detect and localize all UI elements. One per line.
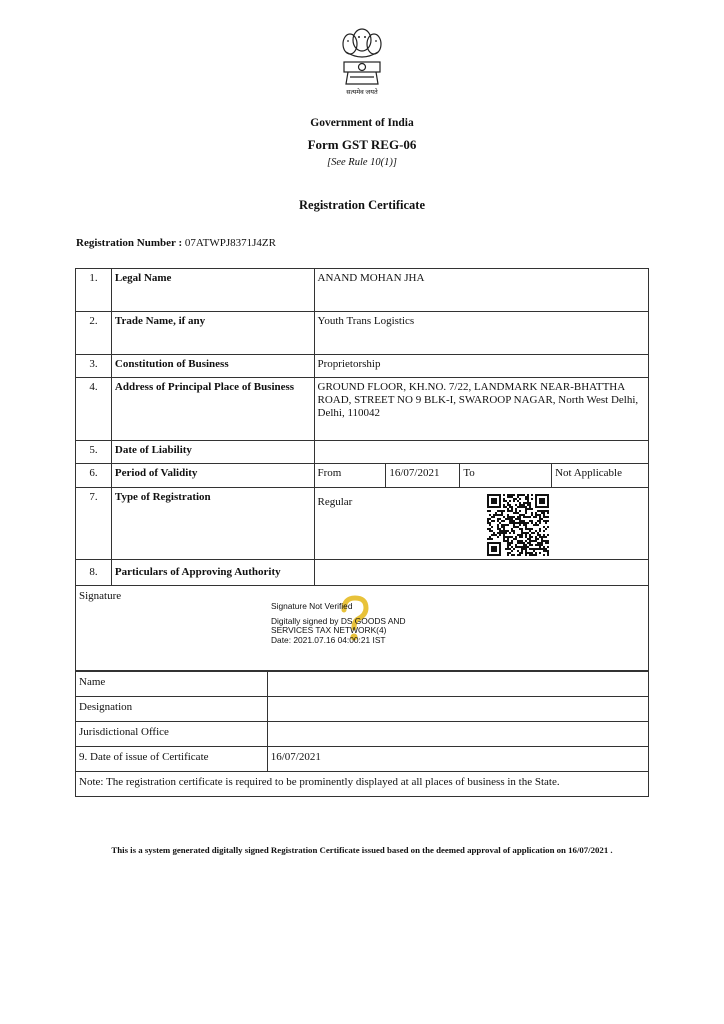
constitution-value: Proprietorship (314, 355, 649, 378)
row-number: 1. (76, 269, 112, 312)
table-row (76, 269, 649, 312)
digital-signature-block (271, 602, 406, 645)
row-label: Trade Name, if any (111, 312, 314, 355)
row-label: Type of Registration (111, 488, 314, 560)
signature-signer-line1: Digitally signed by DS GOODS AND (271, 615, 406, 626)
legal-name-value: ANAND MOHAN JHA (314, 269, 649, 312)
signature-date: Date: 2021.07.16 04:00:21 IST (271, 634, 386, 645)
row-label: Date of Liability (111, 441, 314, 464)
signature-status: Signature Not Verified (271, 601, 353, 611)
validity-from-value: 16/07/2021 (386, 464, 460, 488)
trade-name-value: Youth Trans Logistics (314, 312, 649, 355)
issuing-details-table (75, 671, 649, 797)
table-row (76, 355, 649, 378)
validity-to-value: Not Applicable (552, 464, 649, 488)
row-number: 8. (76, 560, 112, 586)
footer-statement: This is a system generated digitally signed Registration Certificate issued based on the deemed approval of application on 16/07/2021 . (111, 845, 613, 855)
liability-value (314, 441, 649, 464)
registration-type-value: Regular (314, 488, 649, 560)
signature-section (75, 586, 649, 671)
certificate-title: Registration Certificate (299, 198, 425, 212)
table-row (76, 672, 649, 697)
table-row (76, 772, 649, 797)
signature-signer-line2: SERVICES TAX NETWORK(4) (271, 625, 387, 636)
row-number: 5. (76, 441, 112, 464)
approving-authority-value (314, 560, 649, 586)
qr-code-icon (486, 494, 550, 556)
row-number: 7. (76, 488, 112, 560)
government-title: Government of India (310, 117, 414, 129)
issue-date-label: 9. Date of issue of Certificate (76, 747, 268, 772)
row-number: 6. (76, 464, 112, 488)
jurisdictional-office-label: Jurisdictional Office (76, 722, 268, 747)
designation-label: Designation (76, 697, 268, 722)
form-name: Form GST REG-06 (307, 137, 417, 152)
row-number: 3. (76, 355, 112, 378)
designation-value (267, 697, 648, 722)
address-value: GROUND FLOOR, KH.NO. 7/22, LANDMARK NEAR-BHATTHA ROAD, STREET NO 9 BLK-I, SWAROOP NAGAR, North West Delhi, Delhi, 110042 (314, 378, 649, 441)
row-label: Constitution of Business (111, 355, 314, 378)
rule-reference: [See Rule 10(1)] (327, 157, 397, 168)
certificate-table (75, 268, 649, 586)
name-value (267, 672, 648, 697)
display-note: Note: The registration certificate is required to be prominently displayed at all places of business in the State. (76, 772, 649, 797)
row-label: Legal Name (111, 269, 314, 312)
table-row (76, 464, 649, 488)
table-row (76, 378, 649, 441)
registration-number-value: 07ATWPJ8371J4ZR (184, 237, 276, 249)
row-label: Particulars of Approving Authority (111, 560, 314, 586)
emblem-motto: सत्यमेव जयते (346, 89, 378, 96)
validity-to-label: To (460, 464, 552, 488)
table-row (76, 560, 649, 586)
table-row (76, 697, 649, 722)
jurisdictional-office-value (267, 722, 648, 747)
row-label: Period of Validity (111, 464, 314, 488)
issue-date-value: 16/07/2021 (267, 747, 648, 772)
table-row (76, 722, 649, 747)
table-row (76, 312, 649, 355)
registration-number-line (76, 237, 276, 249)
table-row (76, 488, 649, 560)
validity-from-label: From (314, 464, 386, 488)
signature-label: Signature (79, 590, 122, 602)
row-label: Address of Principal Place of Business (111, 378, 314, 441)
table-row (76, 747, 649, 772)
row-number: 4. (76, 378, 112, 441)
row-number: 2. (76, 312, 112, 355)
table-row (76, 441, 649, 464)
name-label: Name (76, 672, 268, 697)
registration-number-label: Registration Number : (76, 237, 183, 249)
national-emblem-icon (336, 22, 388, 92)
